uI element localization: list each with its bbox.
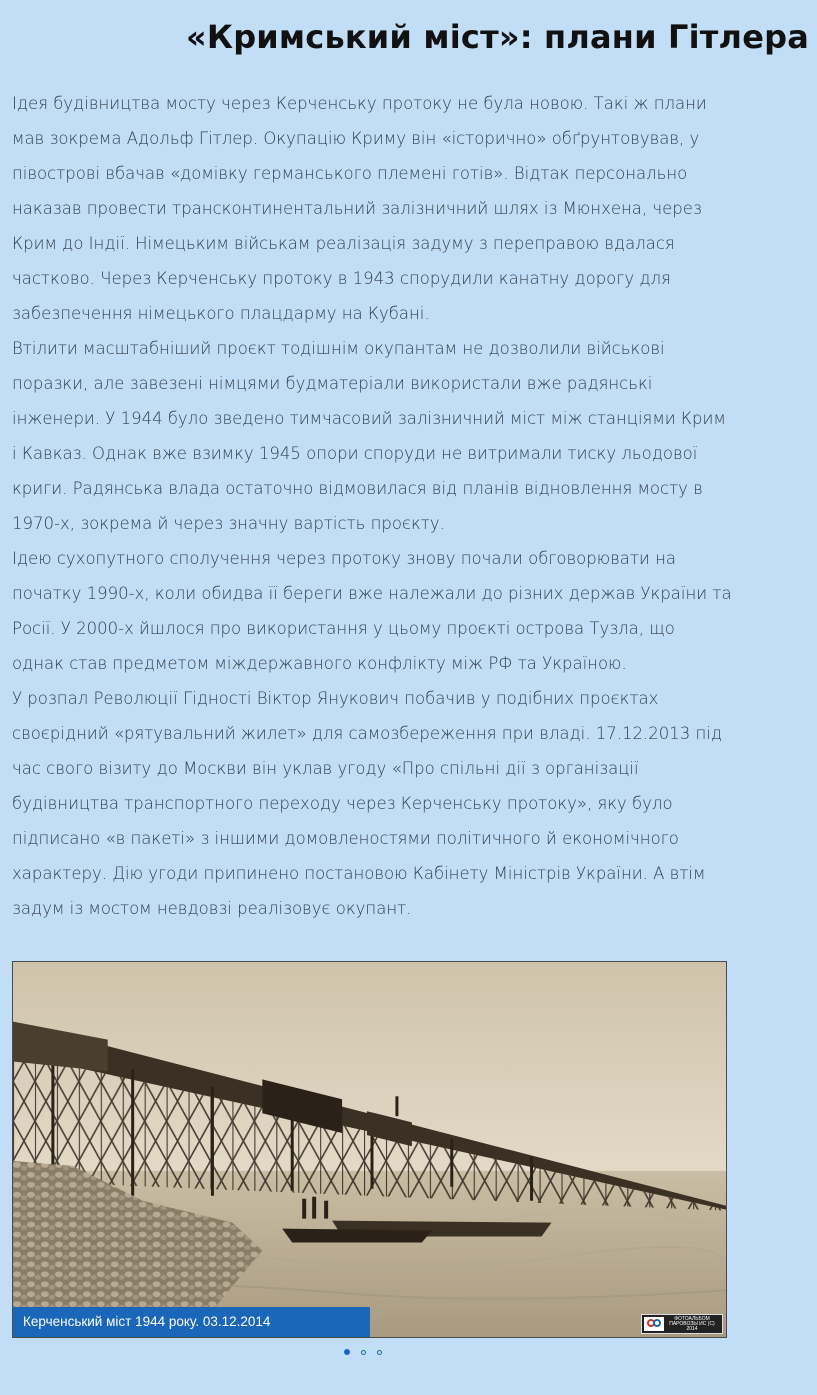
bridge-photo [13,962,726,1337]
camera-logo-icon [644,1317,664,1331]
slider-dot[interactable] [361,1350,366,1355]
article-paragraph: Ідею сухопутного сполучення через протоку знову почали обговорювати на початку 1990-х, коли обидва її береги вже належали до різних держав України та Росії. У 2000-х йшлося про використання у цьому проєкті острова Тузла, що однак став предметом міждержавного конфлікту між РФ та Україною. [12,549,732,673]
slider-pagination [344,1349,382,1355]
slider-dot[interactable] [377,1350,382,1355]
article-body [12,86,732,926]
photo-slider[interactable] [12,961,727,1338]
article-paragraph: Втілити масштабніший проєкт тодішнім окупантам не дозволили військові поразки, але завезені німцями будматеріали використали вже радянські інженери. У 1944 було зведено тимчасовий залізничний міст між станціями Крим і Кавказ. Однак вже взимку 1945 опори споруди не витримали тиску льодової криги. Радянська влада остаточно відмовилася від планів відновлення мосту в 1970-х, зокрема й через значну вартість проєкту. [12,339,726,533]
article-paragraph: Ідея будівництва мосту через Керченську протоку не була новою. Такі ж плани мав зокрема Адольф Гітлер. Окупацію Криму він «історично» обґрунтовував, у півострові вбачав «домівку германського племені готів». Відтак персонально наказав провести трансконтинентальний залізничний шлях із Мюнхена, через Крим до Індії. Німецьким військам реалізація задуму з переправою вдалася частково. Через Керченську протоку в 1943 спорудили канатну дорогу для забезпечення німецького плацдарму на Кубані. [12,94,707,323]
page-title: «Кримський міст»: плани Гітлера [185,18,809,56]
article-paragraph: У розпал Революції Гідності Віктор Янукович побачив у подібних проєктах своєрідний «рятувальний жилет» для самозбереження при владі. 17.12.2013 під час свого візиту до Москви він уклав угоду «Про спільні дії з організації будівництва транспортного переходу через Керченську протоку», яку було підписано «в пакеті» з іншими домовленостями політичного й економічного характеру. Дію угоди припинено постановою Кабінету Міністрів України. А втім задум із мостом невдовзі реалізовує окупант. [12,689,722,918]
slide-caption: Керченський міст 1944 року. 03.12.2014 [13,1307,370,1337]
watermark-text: ФОТОАЛЬБОМ ПАРОВОЗЫ ИС (С) 2014 [669,1315,715,1332]
slider-dot-active[interactable] [344,1349,350,1355]
watermark-stamp [641,1314,723,1334]
